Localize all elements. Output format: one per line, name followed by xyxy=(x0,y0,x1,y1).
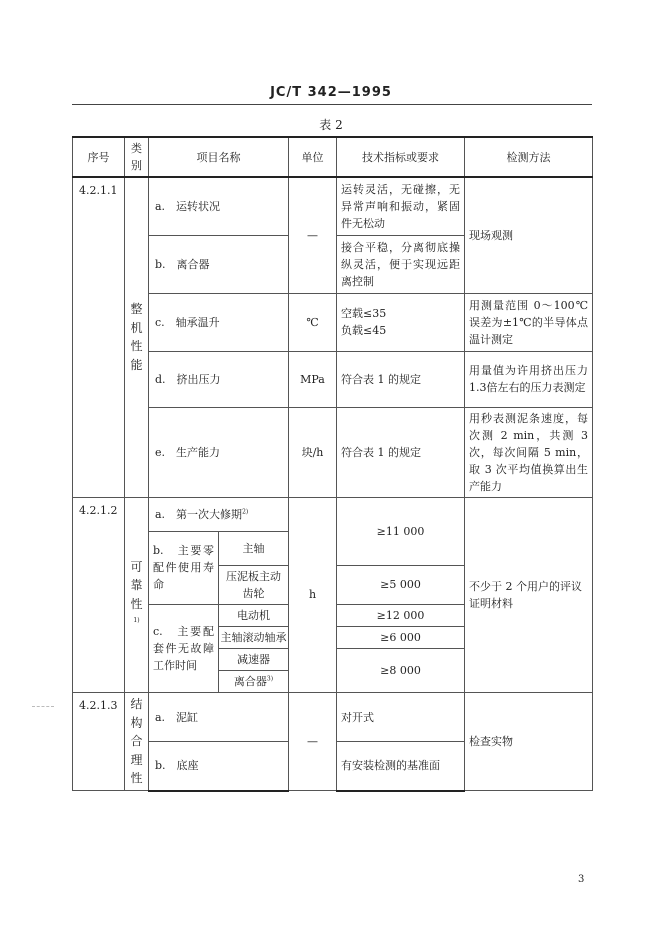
item-name: c. 轴承温升 xyxy=(149,293,289,351)
unit-cell: ℃ xyxy=(289,293,337,351)
part-name: 压泥板主动齿轮 xyxy=(219,565,289,604)
table-row xyxy=(73,293,593,351)
page-number: 3 xyxy=(578,874,585,885)
col-header-category: 类别 xyxy=(125,137,149,177)
col-header-number: 序号 xyxy=(73,137,125,177)
requirement-line: 空载≤35 xyxy=(341,307,387,321)
requirement-cell: 符合表 1 的规定 xyxy=(337,351,465,407)
method-cell: 现场观测 xyxy=(465,177,593,293)
requirement-cell xyxy=(337,293,465,351)
requirement-line: 负载≤45 xyxy=(341,324,387,338)
unit-cell: — xyxy=(289,693,337,791)
item-name: e. 生产能力 xyxy=(149,407,289,497)
item-name: d. 挤出压力 xyxy=(149,351,289,407)
method-cell: 用秒表测泥条速度，每次测 2 min，共测 3 次，每次间隔 5 min，取 3 次平均值换算出生产能力 xyxy=(465,407,593,497)
requirement-cell: 接合平稳，分离彻底操纵灵活，便于实现远距离控制 xyxy=(337,235,465,293)
col-header-method: 检测方法 xyxy=(465,137,593,177)
category-cell xyxy=(125,693,149,791)
part-name xyxy=(219,671,289,693)
section-number: 4.2.1.3 xyxy=(73,693,125,791)
item-name: a. 泥缸 xyxy=(149,693,289,742)
item-name: b. 离合器 xyxy=(149,235,289,293)
table-header-row xyxy=(73,137,593,177)
category-label: 整机性能 xyxy=(130,302,143,373)
footnote-mark: 2) xyxy=(242,508,249,516)
part-name: 电动机 xyxy=(219,604,289,626)
unit-cell: 块/h xyxy=(289,407,337,497)
part-group-label: b. 主要零配件使用寿命 xyxy=(149,531,219,604)
part-name: 主轴滚动轴承 xyxy=(219,626,289,648)
requirement-cell: ≥8 000 xyxy=(337,649,465,693)
unit-cell: — xyxy=(289,177,337,293)
table-row xyxy=(73,407,593,497)
requirement-cell: ≥11 000 xyxy=(337,497,465,565)
requirement-cell: ≥12 000 xyxy=(337,604,465,626)
col-header-item: 项目名称 xyxy=(149,137,289,177)
category-cell xyxy=(125,497,149,692)
category-cell xyxy=(125,177,149,497)
section-number: 4.2.1.2 xyxy=(73,497,125,692)
category-label: 结构合理性 xyxy=(130,697,143,786)
footnote-mark: 1) xyxy=(133,616,140,624)
part-name: 减速器 xyxy=(219,649,289,671)
method-cell: 用量值为许用挤出压力1.3倍左右的压力表测定 xyxy=(465,351,593,407)
section-number: 4.2.1.1 xyxy=(73,177,125,497)
table-row xyxy=(73,497,593,531)
unit-cell: MPa xyxy=(289,351,337,407)
document-header: JC/T 342—1995 xyxy=(270,85,392,100)
item-name xyxy=(149,497,289,531)
item-label: a. 第一次大修期 xyxy=(155,507,243,521)
item-name: a. 运转状况 xyxy=(149,177,289,235)
spec-table xyxy=(72,136,593,792)
category-label: 可靠性 xyxy=(130,559,143,611)
method-cell: 检查实物 xyxy=(465,693,593,791)
header-rule xyxy=(72,104,592,105)
margin-mark xyxy=(32,706,54,707)
requirement-cell: 有安装检测的基准面 xyxy=(337,742,465,791)
unit-cell: h xyxy=(289,497,337,692)
table-row xyxy=(73,177,593,235)
col-header-requirement: 技术指标或要求 xyxy=(337,137,465,177)
method-cell: 用测量范围 0～100℃误差为±1℃的半导体点温计测定 xyxy=(465,293,593,351)
table-row xyxy=(73,693,593,742)
item-name: b. 底座 xyxy=(149,742,289,791)
part-group-label: c. 主要配套件无故障工作时间 xyxy=(149,604,219,692)
part-name: 主轴 xyxy=(219,531,289,565)
part-label: 离合器 xyxy=(233,675,267,689)
col-header-unit: 单位 xyxy=(289,137,337,177)
requirement-cell: 对开式 xyxy=(337,693,465,742)
method-cell: 不少于 2 个用户的评议证明材料 xyxy=(465,497,593,692)
requirement-cell: 运转灵活，无碰擦，无异常声响和振动，紧固件无松动 xyxy=(337,177,465,235)
requirement-cell: 符合表 1 的规定 xyxy=(337,407,465,497)
footnote-mark: 3) xyxy=(266,675,274,683)
table-title: 表 2 xyxy=(319,118,343,132)
requirement-cell: ≥6 000 xyxy=(337,626,465,648)
table-row xyxy=(73,351,593,407)
requirement-cell: ≥5 000 xyxy=(337,565,465,604)
